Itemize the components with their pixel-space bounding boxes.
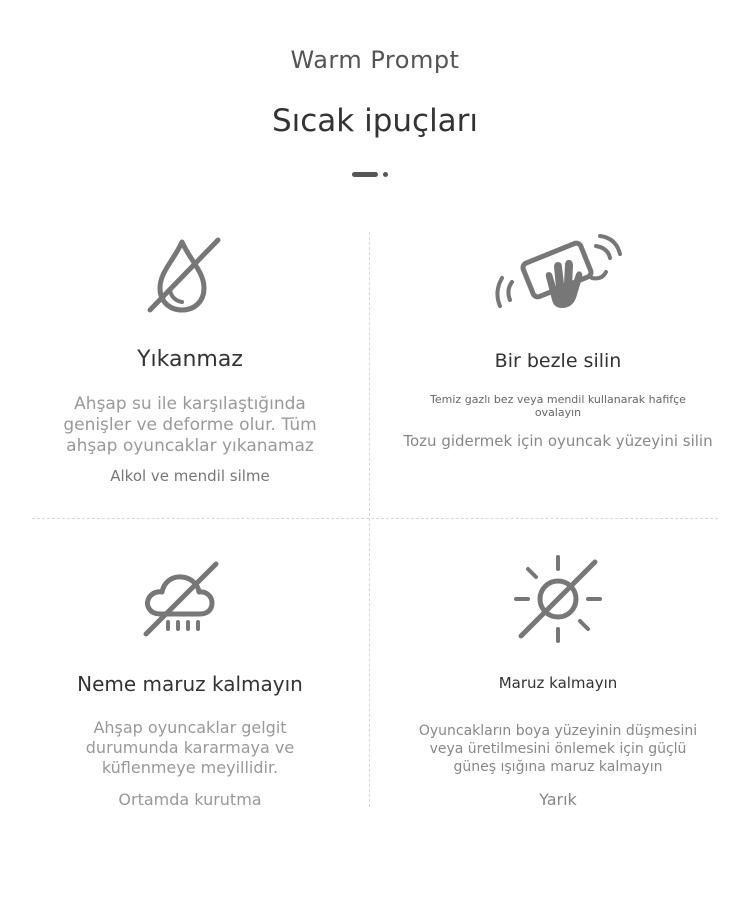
no-water-drop-icon	[138, 232, 228, 322]
tip-card-no-sun	[388, 552, 728, 812]
tip-description: Temiz gazlı bez veya mendil kullanarak hafifçe ovalayın	[430, 393, 686, 419]
vertical-grid-divider	[369, 232, 370, 807]
no-sun-icon	[511, 552, 606, 647]
tip-description: Ahşap su ile karşılaştığında genişler ve deforme olur. Tüm ahşap oyuncaklar yıkanamaz	[63, 394, 317, 456]
tip-title: Neme maruz kalmayın	[77, 672, 303, 696]
tip-description: Ahşap oyuncaklar gelgit durumunda kararmaya ve küflenmeye meyillidir.	[85, 718, 295, 777]
tip-card-no-wash	[20, 232, 360, 517]
tip-note: Ortamda kurutma	[118, 790, 262, 809]
wipe-with-cloth-icon	[488, 232, 623, 317]
tip-card-no-humidity	[20, 552, 360, 812]
tip-note: Tozu gidermek için oyuncak yüzeyini silin	[403, 432, 713, 450]
tip-note: Yarık	[539, 790, 577, 809]
no-rain-cloud-icon	[142, 560, 222, 640]
tip-card-wipe	[388, 232, 728, 517]
tip-title: Yıkanmaz	[137, 347, 243, 372]
divider-bar	[352, 172, 378, 177]
header-subtitle: Warm Prompt	[290, 46, 460, 74]
page-title: Sıcak ipuçları	[271, 103, 479, 139]
divider-dot	[383, 172, 388, 177]
tip-title: Maruz kalmayın	[498, 674, 618, 692]
tip-description: Oyuncakların boya yüzeyinin düşmesini veya üretilmesini önlemek için güçlü güneş ışığına maruz kalmayın	[418, 723, 698, 775]
tip-title: Bir bezle silin	[494, 350, 622, 372]
title-divider-mark	[352, 172, 392, 178]
horizontal-grid-divider	[32, 518, 718, 519]
tip-note: Alkol ve mendil silme	[110, 467, 270, 485]
